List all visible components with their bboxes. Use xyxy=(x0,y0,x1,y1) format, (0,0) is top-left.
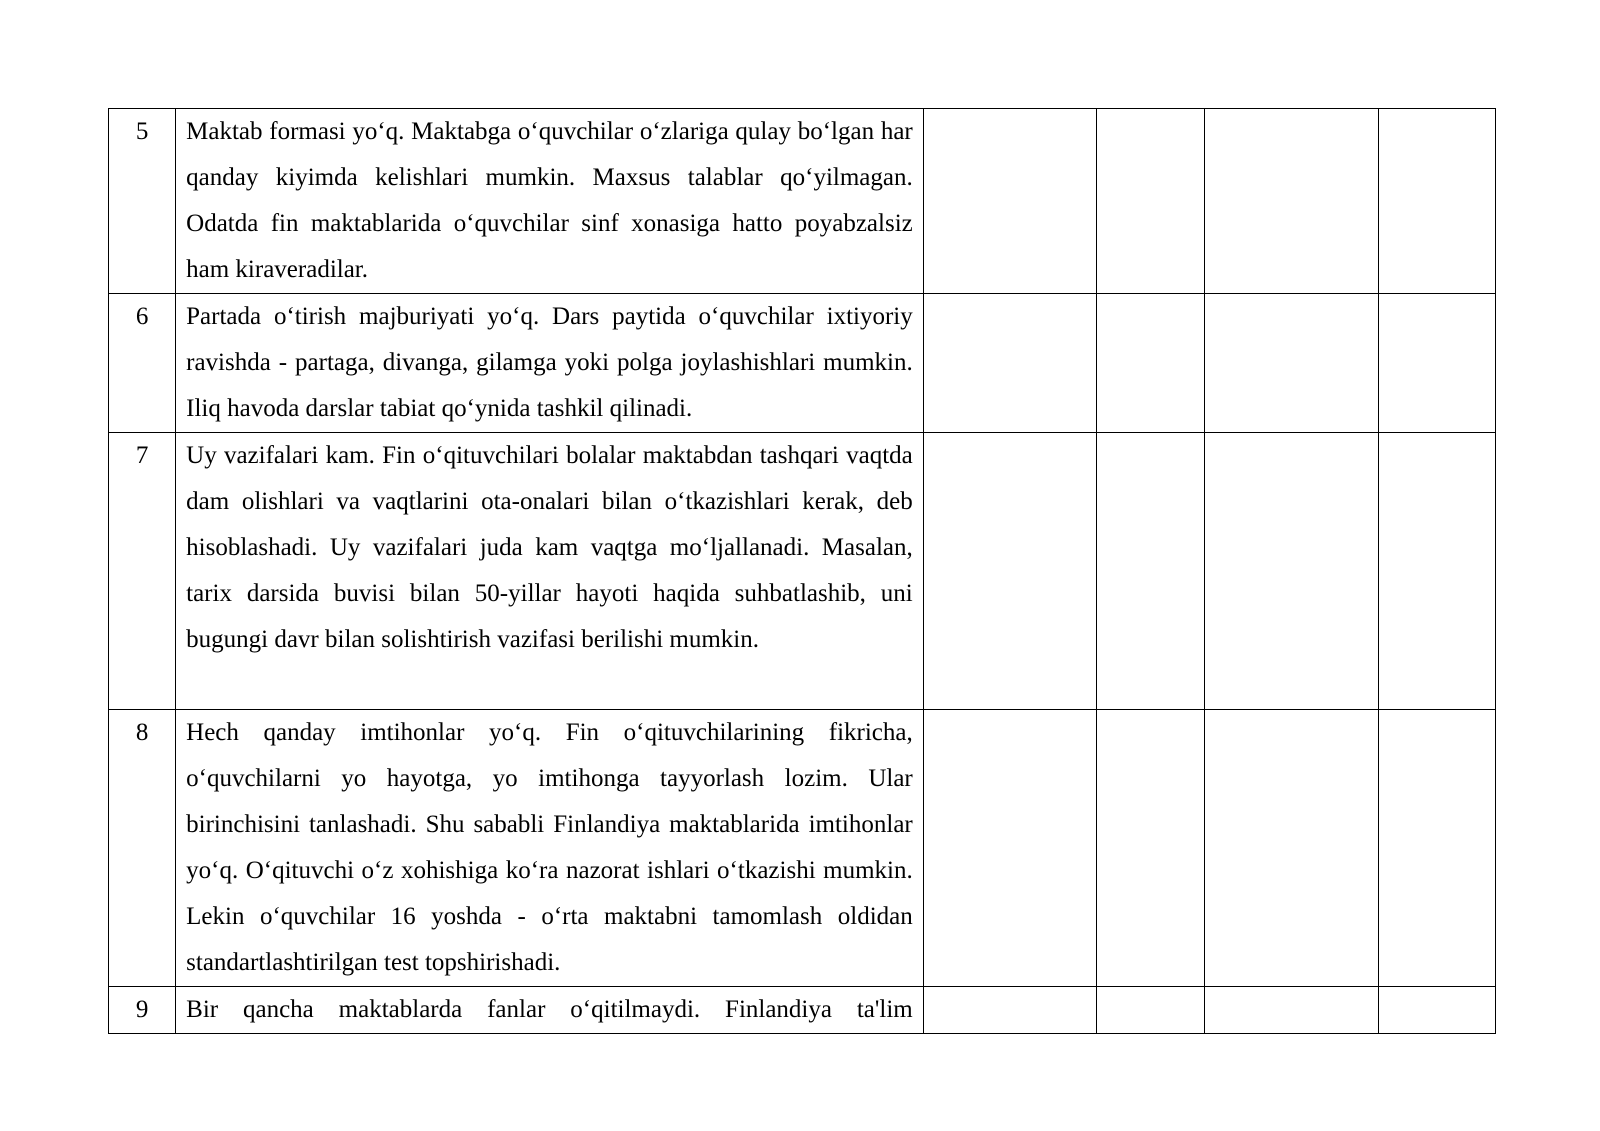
table-row xyxy=(109,433,1496,710)
row-number: 8 xyxy=(109,710,176,987)
empty-cell xyxy=(923,710,1096,987)
empty-cell xyxy=(1097,433,1205,710)
empty-cell xyxy=(1205,987,1378,1034)
row-number: 6 xyxy=(109,294,176,433)
empty-cell xyxy=(1378,433,1495,710)
empty-cell xyxy=(923,987,1096,1034)
empty-cell xyxy=(1378,710,1495,987)
row-number: 9 xyxy=(109,987,176,1034)
empty-cell xyxy=(1097,710,1205,987)
empty-cell xyxy=(1097,109,1205,294)
empty-cell xyxy=(923,109,1096,294)
empty-cell xyxy=(1205,294,1378,433)
table-row xyxy=(109,987,1496,1034)
empty-cell xyxy=(923,433,1096,710)
row-text: Uy vazifalari kam. Fin o‘qituvchilari bolalar maktabdan tashqari vaqtda dam olishlari va vaqtlarini ota-onalari bilan o‘tkazishlari kerak, deb hisoblashadi. Uy vazifalari juda kam vaqtga mo‘ljallanadi. Masalan, tarix darsida buvisi bilan 50-yillar hayoti haqida suhbatlashib, uni bugungi davr bilan solishtirish vazifasi berilishi mumkin. xyxy=(176,433,924,710)
row-number: 7 xyxy=(109,433,176,710)
row-text: Bir qancha maktablarda fanlar o‘qitilmaydi. Finlandiya ta'lim xyxy=(176,987,924,1034)
row-number: 5 xyxy=(109,109,176,294)
table-row xyxy=(109,294,1496,433)
empty-cell xyxy=(1378,987,1495,1034)
empty-cell xyxy=(1378,294,1495,433)
table-row xyxy=(109,710,1496,987)
empty-cell xyxy=(1378,109,1495,294)
empty-cell xyxy=(1205,710,1378,987)
table-row xyxy=(109,109,1496,294)
empty-cell xyxy=(1205,433,1378,710)
row-text: Partada o‘tirish majburiyati yo‘q. Dars paytida o‘quvchilar ixtiyoriy ravishda - partaga, divanga, gilamga yoki polga joylashishlari mumkin. Iliq havoda darslar tabiat qo‘ynida tashkil qilinadi. xyxy=(176,294,924,433)
empty-cell xyxy=(1205,109,1378,294)
document-table xyxy=(108,108,1496,1034)
row-text: Maktab formasi yo‘q. Maktabga o‘quvchilar o‘zlariga qulay bo‘lgan har qanday kiyimda kelishlari mumkin. Maxsus talablar qo‘yilmagan. Odatda fin maktablarida o‘quvchilar sinf xonasiga hatto poyabzalsiz ham kiraveradilar. xyxy=(176,109,924,294)
empty-cell xyxy=(1097,987,1205,1034)
empty-cell xyxy=(1097,294,1205,433)
row-text: Hech qanday imtihonlar yo‘q. Fin o‘qituvchilarining fikricha, o‘quvchilarni yo hayotga, yo imtihonga tayyorlash lozim. Ular birinchisini tanlashadi. Shu sababli Finlandiya maktablarida imtihonlar yo‘q. O‘qituvchi o‘z xohishiga ko‘ra nazorat ishlari o‘tkazishi mumkin. Lekin o‘quvchilar 16 yoshda - o‘rta maktabni tamomlash oldidan standartlashtirilgan test topshirishadi. xyxy=(176,710,924,987)
empty-cell xyxy=(923,294,1096,433)
